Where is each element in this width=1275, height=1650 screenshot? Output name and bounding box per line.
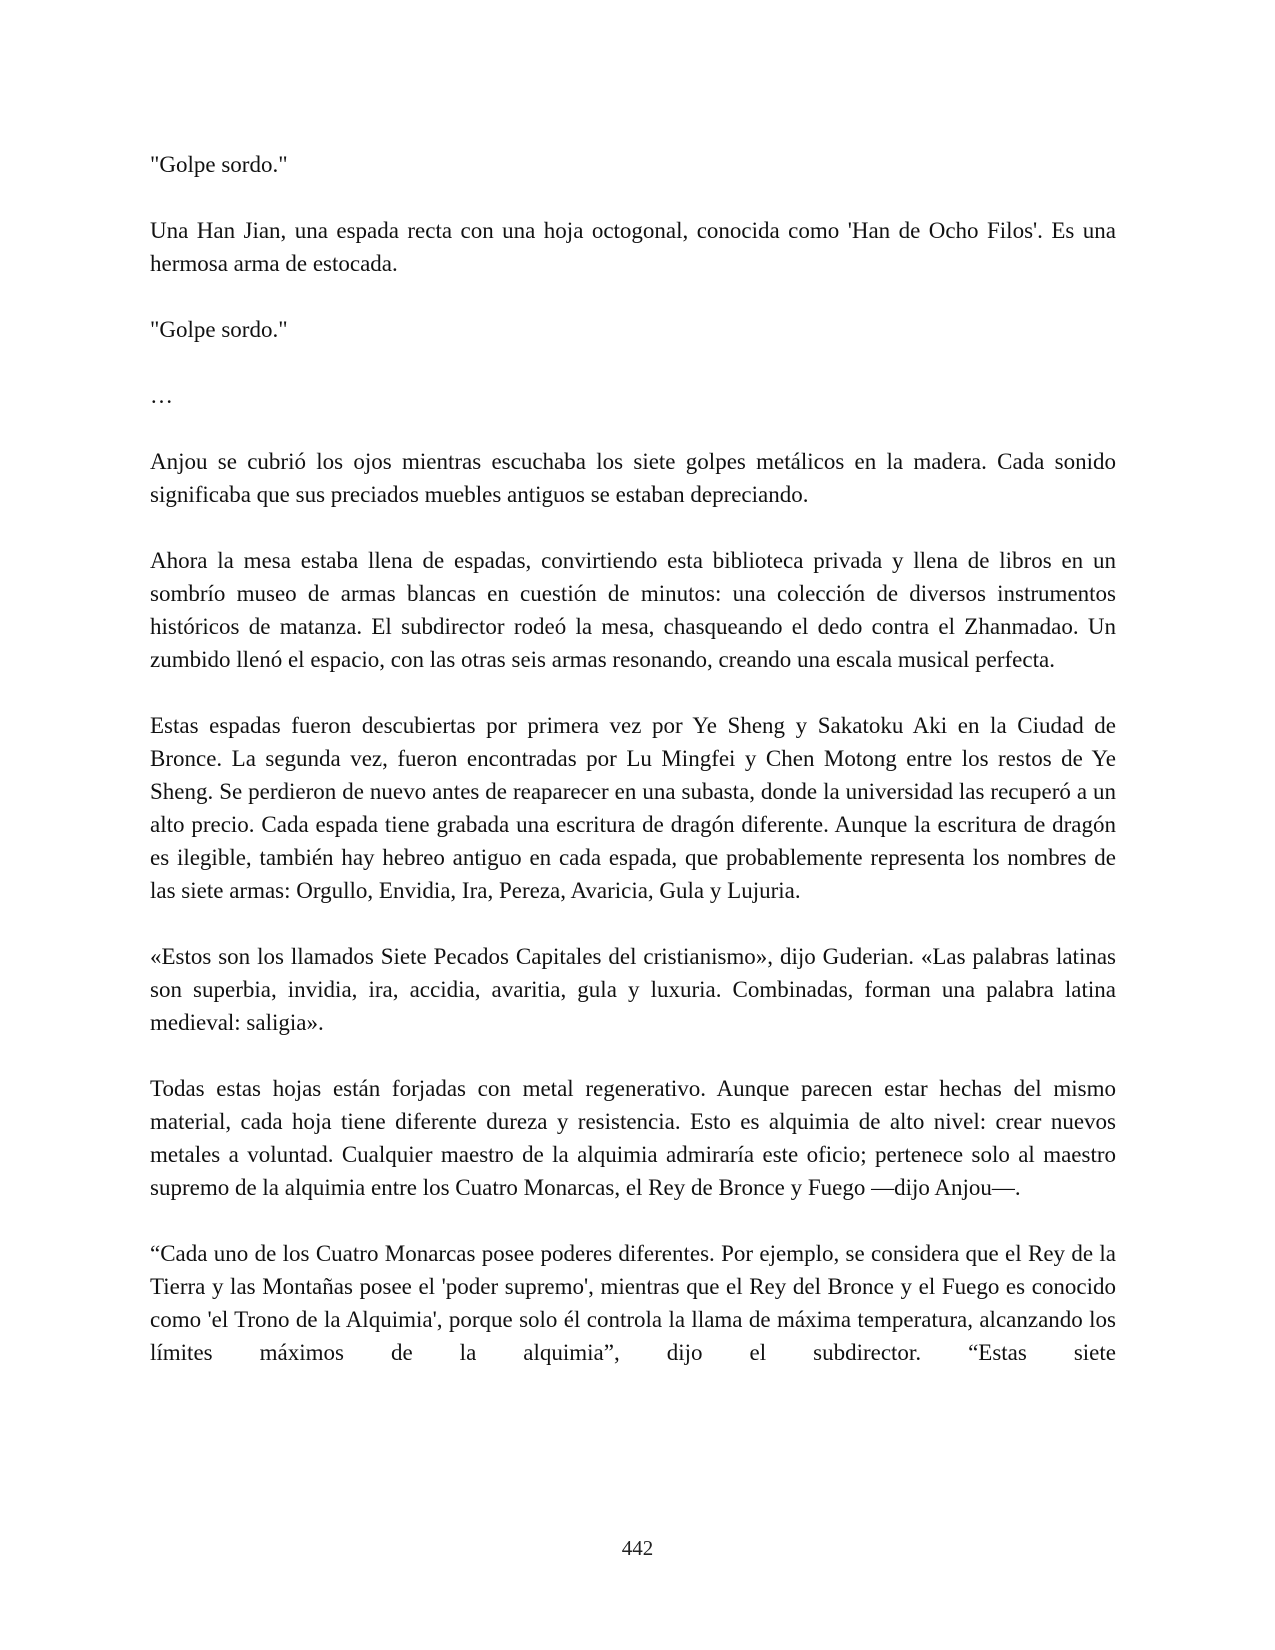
paragraph-2: Una Han Jian, una espada recta con una hoja octogonal, conocida como 'Han de Ocho Filos'. Es una hermosa arma de estocada. — [150, 218, 1116, 276]
paragraph-ellipsis: … — [150, 383, 173, 408]
paragraph-7: Estas espadas fueron descubiertas por primera vez por Ye Sheng y Sakatoku Aki en la Ciudad de Bronce. La segunda vez, fueron encontradas por Lu Mingfei y Chen Motong entre los restos de Ye Sheng. Se perdieron de nuevo antes de reaparecer en una subasta, donde la universidad las recuperó a un alto precio. Cada espada tiene grabada una escritura de dragón diferente. Aunque la escritura de dragón es ilegible, también hay hebreo antiguo en cada espada, que probablemente representa los nombres de las siete armas: Orgullo, Envidia, Ira, Pereza, Avaricia, Gula y Lujuria. — [150, 713, 1116, 903]
page-body — [150, 148, 1116, 1369]
paragraph-6: Ahora la mesa estaba llena de espadas, convirtiendo esta biblioteca privada y llena de libros en un sombrío museo de armas blancas en cuestión de minutos: una colección de diversos instrumentos históricos de matanza. El subdirector rodeó la mesa, chasqueando el dedo contra el Zhanmadao. Un zumbido llenó el espacio, con las otras seis armas resonando, creando una escala musical perfecta. — [150, 548, 1116, 672]
page-number: 442 — [621, 1536, 654, 1560]
paragraph-1: "Golpe sordo." — [150, 152, 288, 177]
paragraph-8: «Estos son los llamados Siete Pecados Capitales del cristianismo», dijo Guderian. «Las palabras latinas son superbia, invidia, ira, accidia, avaritia, gula y luxuria. Combinadas, forman una palabra latina medieval: saligia». — [150, 944, 1116, 1035]
paragraph-9: Todas estas hojas están forjadas con metal regenerativo. Aunque parecen estar hechas del mismo material, cada hoja tiene diferente dureza y resistencia. Esto es alquimia de alto nivel: crear nuevos metales a voluntad. Cualquier maestro de la alquimia admiraría este oficio; pertenece solo al maestro supremo de la alquimia entre los Cuatro Monarcas, el Rey de Bronce y Fuego —dijo Anjou—. — [150, 1076, 1116, 1200]
paragraph-10: “Cada uno de los Cuatro Monarcas posee poderes diferentes. Por ejemplo, se considera que el Rey de la Tierra y las Montañas posee el 'poder supremo', mientras que el Rey del Bronce y el Fuego es conocido como 'el Trono de la Alquimia', porque solo él controla la llama de máxima temperatura, alcanzando los límites máximos de la alquimia”, dijo el subdirector. “Estas siete — [150, 1241, 1116, 1365]
paragraph-3: "Golpe sordo." — [150, 317, 288, 342]
paragraph-5: Anjou se cubrió los ojos mientras escuchaba los siete golpes metálicos en la madera. Cada sonido significaba que sus preciados muebles antiguos se estaban depreciando. — [150, 449, 1116, 507]
